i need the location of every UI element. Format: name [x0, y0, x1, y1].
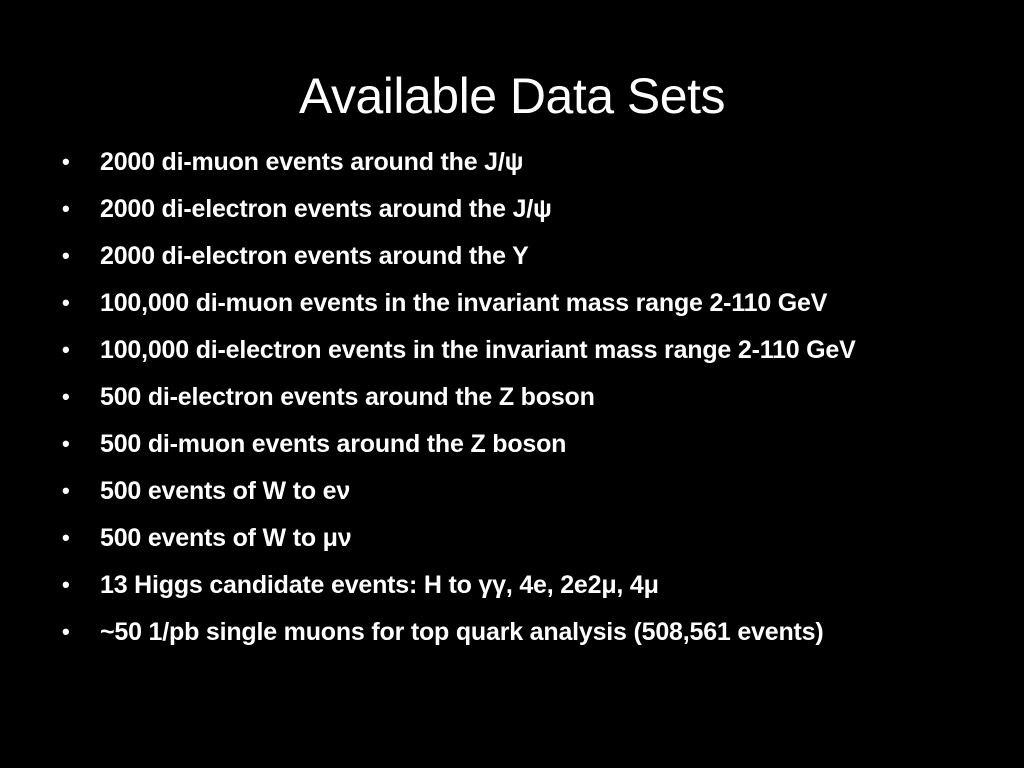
bullet-text: 100,000 di-muon events in the invariant mass range 2-110 GeV	[100, 289, 828, 317]
bullet-text: 13 Higgs candidate events: H to γγ, 4e, 2e2μ, 4μ	[100, 571, 659, 599]
bullet-icon: •	[62, 290, 70, 315]
bullet-item	[62, 473, 962, 509]
bullet-item	[62, 379, 962, 415]
bullet-icon: •	[62, 619, 70, 644]
bullet-text: 500 events of W to μν	[100, 524, 352, 552]
bullet-item	[62, 520, 962, 556]
bullet-item	[62, 567, 962, 603]
bullet-text: 500 di-muon events around the Z boson	[100, 430, 567, 458]
bullet-icon: •	[62, 384, 70, 409]
bullet-item	[62, 614, 962, 650]
bullet-list	[62, 144, 962, 661]
bullet-text: ~50 1/pb single muons for top quark analysis (508,561 events)	[100, 618, 824, 646]
bullet-text: 500 di-electron events around the Z boson	[100, 383, 595, 411]
bullet-item	[62, 285, 962, 321]
bullet-icon: •	[62, 196, 70, 221]
bullet-item	[62, 332, 962, 368]
bullet-text: 2000 di-electron events around the Y	[100, 242, 529, 270]
bullet-item	[62, 144, 962, 180]
bullet-text: 2000 di-muon events around the J/ψ	[100, 148, 524, 176]
slide-title: Available Data Sets	[299, 68, 725, 124]
bullet-text: 100,000 di-electron events in the invariant mass range 2-110 GeV	[100, 336, 856, 364]
bullet-text: 2000 di-electron events around the J/ψ	[100, 195, 552, 223]
bullet-icon: •	[62, 572, 70, 597]
bullet-icon: •	[62, 525, 70, 550]
bullet-item	[62, 191, 962, 227]
bullet-item	[62, 426, 962, 462]
bullet-icon: •	[62, 243, 70, 268]
bullet-text: 500 events of W to eν	[100, 477, 351, 505]
bullet-icon: •	[62, 337, 70, 362]
bullet-item	[62, 238, 962, 274]
bullet-icon: •	[62, 149, 70, 174]
bullet-icon: •	[62, 431, 70, 456]
bullet-icon: •	[62, 478, 70, 503]
